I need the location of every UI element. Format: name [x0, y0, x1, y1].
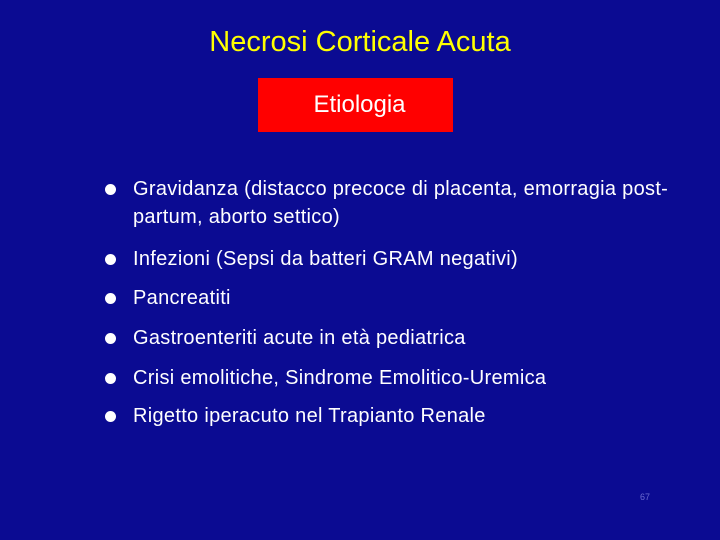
bullet-dot-icon: [105, 184, 116, 195]
bullet-text: Gastroenteriti acute in età pediatrica: [133, 327, 466, 349]
slide-title: Necrosi Corticale Acuta: [209, 26, 511, 58]
bullet-dot-icon: [105, 411, 116, 422]
page-number: 67: [639, 492, 650, 502]
bullet-text: Gravidanza (distacco precoce di placenta, emorragia post-partum, aborto settico): [133, 178, 669, 228]
bullet-dot-icon: [105, 333, 116, 344]
bullet-text: Crisi emolitiche, Sindrome Emolitico-Uremica: [133, 367, 547, 389]
bullet-text: Infezioni (Sepsi da batteri GRAM negativi): [133, 248, 518, 270]
bullet-text: Rigetto iperacuto nel Trapianto Renale: [133, 405, 486, 427]
bullet-text: Pancreatiti: [133, 287, 231, 309]
bullet-dot-icon: [105, 293, 116, 304]
subtitle-box: [258, 78, 453, 132]
bullet-dot-icon: [105, 373, 116, 384]
bullet-dot-icon: [105, 254, 116, 265]
subtitle-label: Etiologia: [313, 91, 406, 118]
